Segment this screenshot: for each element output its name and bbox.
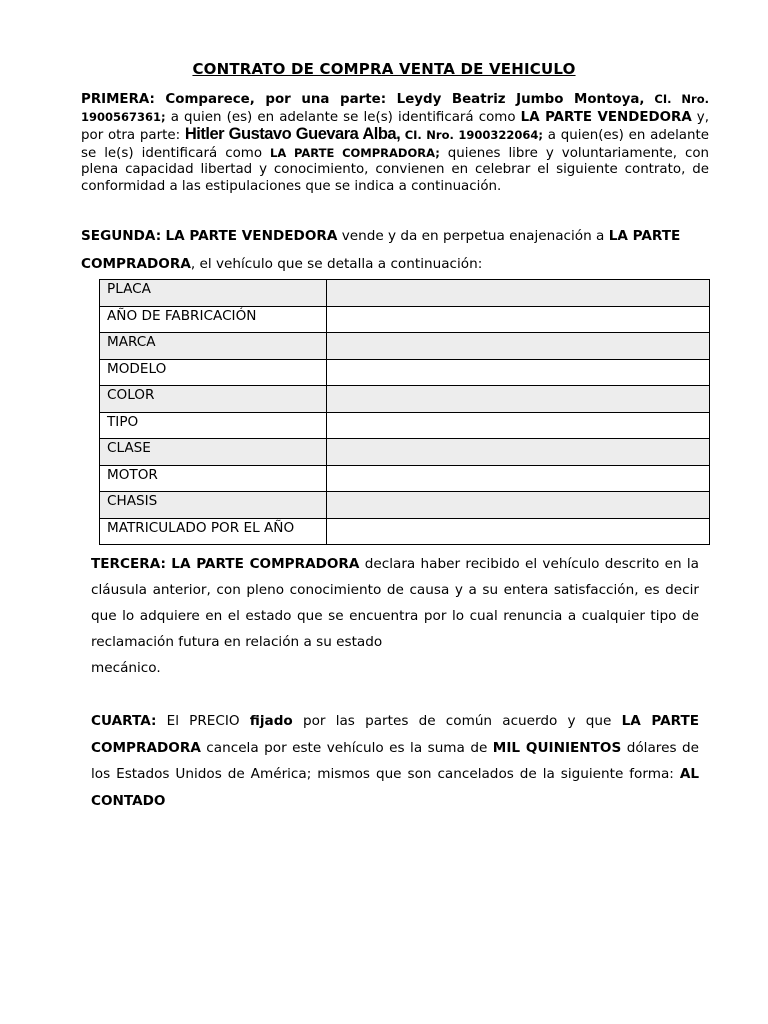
clause-label: PRIMERA:: [81, 92, 155, 107]
table-row: [100, 518, 710, 545]
price-amount: MIL QUINIENTOS: [492, 739, 622, 756]
buyer-id: CI. Nro. 1900322064;: [400, 128, 544, 142]
field-value: [327, 492, 710, 519]
clause-label: SEGUNDA:: [81, 228, 162, 244]
buyer-role: LA PARTE COMPRADORA;: [270, 145, 440, 160]
clause-text: dólares de los Estados Unidos de América; mismos que son cancelados de la siguiente forma:: [91, 739, 699, 782]
clause-text: mecánico.: [91, 660, 161, 676]
contract-title: CONTRATO DE COMPRA VENTA DE VEHICULO: [192, 60, 576, 78]
field-value: [327, 280, 710, 307]
field-label: PLACA: [100, 280, 327, 307]
seller-name: Leydy Beatriz Jumbo Montoya,: [396, 92, 645, 107]
buyer-name: Hitler Gustavo Guevara Alba,: [184, 125, 401, 143]
field-label: COLOR: [100, 386, 327, 413]
seller-role: LA PARTE VENDEDORA: [165, 228, 338, 244]
clause-cuarta: [91, 708, 699, 814]
clause-text: y, por otra parte:: [81, 109, 709, 143]
field-value: [327, 465, 710, 492]
buyer-role: LA PARTE COMPRADORA: [81, 228, 681, 272]
clause-text: por las partes de común acuerdo y que: [292, 713, 622, 729]
buyer-role: LA PARTE COMPRADORA: [91, 713, 699, 756]
table-row: [100, 439, 710, 466]
clause-text: a quien(es) en adelante se le(s) identificará como: [81, 128, 709, 161]
clause-text: vende y da en perpetua enajenación a: [337, 228, 609, 244]
clause-text: declara haber recibido el vehículo descrito en la cláusula anterior, con pleno conocimiento de causa y a su entera satisfacción, es decir que lo adquiere en el estado que se encuentra por lo cual renuncia a cualquier tipo de reclamación futura en relación a su estado: [91, 556, 700, 650]
field-value: [327, 359, 710, 386]
field-label: CHASIS: [100, 492, 327, 519]
clause-text: , el vehículo que se detalla a continuación:: [190, 256, 483, 272]
table-row: [100, 359, 710, 386]
fixed-word: fijado: [249, 713, 293, 729]
field-value: [327, 386, 710, 413]
table-row: [100, 306, 710, 333]
field-label: MATRICULADO POR EL AÑO: [100, 518, 327, 545]
clause-label: CUARTA:: [91, 713, 157, 729]
field-value: [327, 306, 710, 333]
payment-method: AL CONTADO: [91, 766, 699, 809]
seller-role: LA PARTE VENDEDORA: [520, 109, 692, 125]
seller-id: CI. Nro. 1900567361;: [81, 92, 709, 124]
field-label: MARCA: [100, 333, 327, 360]
clause-text: Comparece, por una parte:: [154, 92, 397, 107]
field-value: [327, 439, 710, 466]
field-value: [327, 333, 710, 360]
clause-tercera: [91, 551, 699, 681]
table-row: [100, 465, 710, 492]
clause-text: quienes libre y voluntariamente, con plena capacidad libertad y conocimiento, convienen en celebrar el siguiente contrato, de conformidad a las estipulaciones que se indica a continuación.: [81, 145, 710, 194]
table-row: [100, 492, 710, 519]
field-label: MODELO: [100, 359, 327, 386]
field-label: MOTOR: [100, 465, 327, 492]
field-label: AÑO DE FABRICACIÓN: [100, 306, 327, 333]
clause-label: TERCERA:: [91, 556, 166, 572]
field-value: [327, 518, 710, 545]
clause-text: a quien (es) en adelante se le(s) identificará como: [165, 109, 521, 125]
table-row: [100, 386, 710, 413]
vehicle-details-table: [99, 279, 710, 545]
clause-primera: [81, 91, 709, 195]
clause-segunda: [81, 222, 711, 278]
table-row: [100, 333, 710, 360]
clause-text: El PRECIO: [156, 713, 250, 729]
table-row: [100, 412, 710, 439]
buyer-role: LA PARTE COMPRADORA: [171, 556, 360, 572]
field-label: CLASE: [100, 439, 327, 466]
clause-text: cancela por este vehículo es la suma de: [200, 739, 493, 756]
field-label: TIPO: [100, 412, 327, 439]
field-value: [327, 412, 710, 439]
table-row: [100, 280, 710, 307]
